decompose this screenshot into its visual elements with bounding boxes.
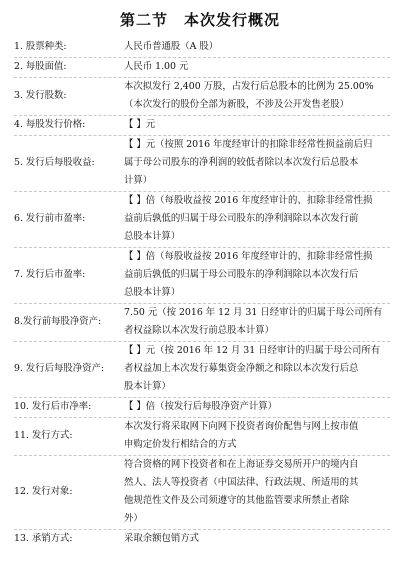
row-label: 11. 发行方式: [14, 430, 73, 441]
row-value-line: 他规范性文件及公司须遵守的其他监管要求所禁止者除 [124, 495, 350, 506]
row-value-line: （本次发行的股份全部为新股，不涉及公开发售老股） [124, 99, 350, 110]
table-row [14, 418, 394, 454]
row-label: 8.发行前每股净资产: [14, 316, 102, 327]
row-value-line: 【 】元（按照 2016 年度经审计的扣除非经常性损益前后归 [124, 139, 373, 150]
table-row [14, 38, 394, 56]
row-value-line: 外） [124, 513, 143, 524]
row-value-line: 总股本计算） [124, 287, 181, 298]
row-value [124, 248, 396, 302]
row-label: 3. 发行股数: [14, 90, 67, 101]
row-value [124, 116, 396, 134]
table-row [14, 192, 394, 246]
row-value [124, 304, 396, 340]
table-row [14, 456, 394, 528]
table-row [14, 136, 394, 190]
row-value-line: 人民币 1.00 元 [124, 61, 189, 72]
table-row [14, 58, 394, 76]
row-value-line: 【 】元（按 2016 年 12 月 31 日经审计的归属于母公司所有 [124, 345, 381, 356]
row-label: 1. 股票种类: [14, 41, 67, 52]
row-label: 7. 发行后市盈率: [14, 269, 86, 280]
row-value-line: 采取余额包销方式 [124, 533, 200, 544]
row-value-line: 符合资格的网下投资者和在上海证券交易所开户的境内自 [124, 459, 359, 470]
row-value-line: 本次发行将采取网下向网下投资者询价配售与网上按市值 [124, 421, 359, 432]
row-value-line: 者权益除以本次发行前总股本计算） [124, 325, 275, 336]
row-value-line: 【 】倍（每股收益按 2016 年度经审计的、扣除非经常性损 [124, 251, 373, 262]
row-value [124, 530, 396, 548]
table-row [14, 116, 394, 134]
row-value-line: 属于母公司股东的净利润的较低者除以本次发行后总股本 [124, 157, 359, 168]
row-value-line: 本次拟发行 2,400 万股，占发行后总股本的比例为 25.00% [124, 81, 374, 92]
row-value-line: 益前后孰低的归属于母公司股东的净利润除以本次发行后 [124, 269, 359, 280]
row-value [124, 58, 396, 76]
row-value-line: 计算） [124, 175, 153, 186]
row-label: 6. 发行前市盈率: [14, 213, 86, 224]
row-value-line: 人民币普通股（A 股） [124, 41, 219, 52]
table-row [14, 304, 394, 340]
row-value [124, 192, 396, 246]
row-value-line: 申购定价发行相结合的方式 [124, 439, 237, 450]
table-row [14, 78, 394, 114]
row-value-line: 者权益加上本次发行募集资金净额之和除以本次发行后总 [124, 363, 359, 374]
row-value [124, 38, 396, 56]
table-row [14, 530, 394, 548]
row-value [124, 78, 396, 114]
row-value-line: 然人、法人等投资者（中国法律、行政法规、所适用的其 [124, 477, 359, 488]
row-value [124, 398, 396, 416]
row-label: 10. 发行后市净率: [14, 401, 92, 412]
table-row [14, 342, 394, 396]
row-value-line: 总股本计算） [124, 231, 181, 242]
table-row [14, 248, 394, 302]
row-value-line: 【 】倍（按发行后每股净资产计算） [124, 401, 277, 412]
row-value [124, 136, 396, 190]
row-label: 9. 发行后每股净资产: [14, 363, 105, 374]
row-value [124, 418, 396, 454]
row-value-line: 【 】倍（每股收益按 2016 年度经审计的、扣除非经常性损 [124, 195, 373, 206]
row-label: 4. 每股发行价格: [14, 119, 86, 130]
row-label: 2. 每股面值: [14, 61, 67, 72]
row-label: 12. 发行对象: [14, 486, 73, 497]
row-value-line: 股本计算） [124, 381, 171, 392]
row-value-line: 【 】元 [124, 119, 156, 130]
row-value [124, 342, 396, 396]
row-value-line: 7.50 元（按 2016 年 12 月 31 日经审计的归属于母公司所有 [124, 307, 383, 318]
table-row [14, 398, 394, 416]
row-label: 5. 发行后每股收益: [14, 157, 95, 168]
row-value-line: 益前后孰低的归属于母公司股东的净利润除以本次发行前 [124, 213, 359, 224]
row-value [124, 456, 396, 528]
row-label: 13. 承销方式: [14, 533, 73, 544]
section-title: 第二节 本次发行概况 [119, 11, 280, 29]
